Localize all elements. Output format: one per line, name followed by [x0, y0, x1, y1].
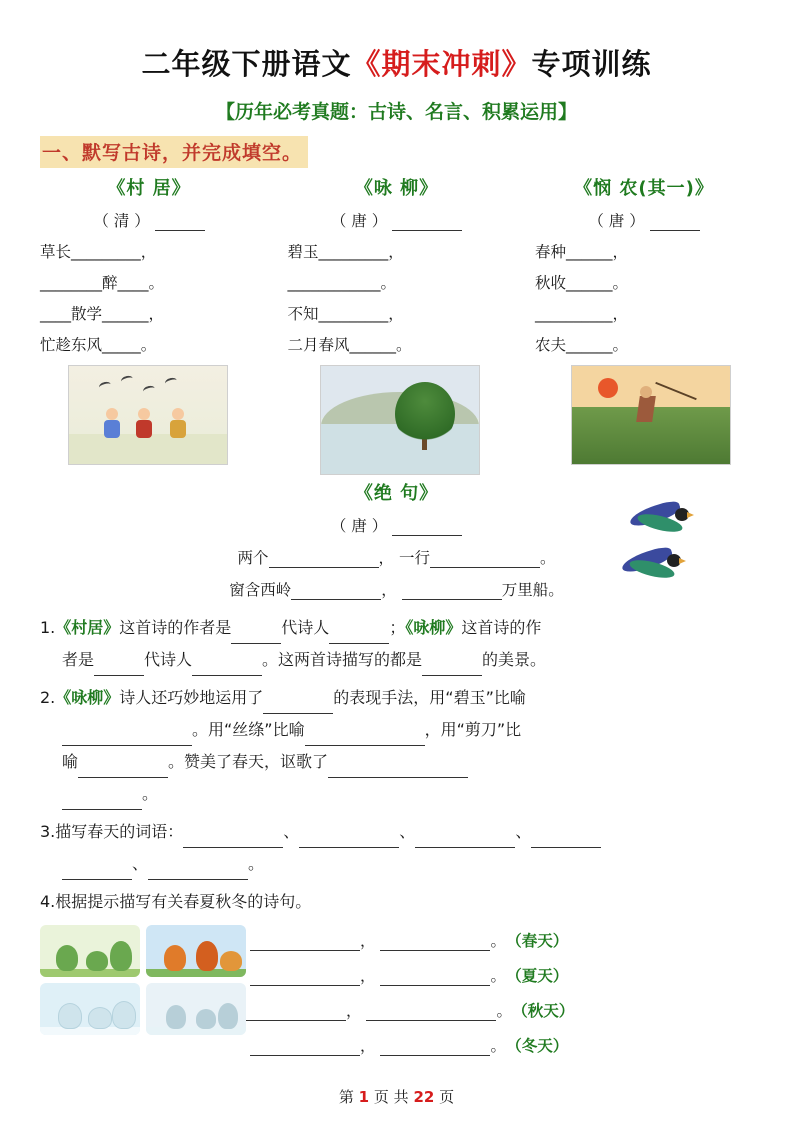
blank[interactable]	[422, 644, 482, 676]
question-2-number: 2.	[40, 688, 56, 707]
period-3: 。	[496, 1002, 512, 1020]
title-part-1: 二年级下册语文	[141, 47, 352, 81]
period-2: 。	[490, 967, 506, 985]
blank[interactable]	[402, 581, 502, 600]
comma-1: ，	[360, 932, 376, 950]
footer-mid: 页 共	[373, 1088, 409, 1106]
farmer-field-illustration	[571, 365, 731, 465]
jueju-line1-c: 。	[539, 549, 556, 567]
question-1-line-2	[40, 644, 753, 676]
magpie-icon	[629, 506, 693, 532]
question-3	[40, 816, 753, 880]
poem-line[interactable]: 草长_________，	[40, 243, 157, 261]
title-part-3: 专项训练	[531, 47, 652, 81]
poem-line[interactable]: ____散学______，	[40, 305, 165, 323]
season-line-summer[interactable]	[250, 964, 753, 986]
kite-children-illustration	[68, 365, 228, 465]
blank[interactable]	[380, 932, 490, 951]
q3-text-1: 描写春天的词语：	[55, 822, 184, 841]
poem-dynasty-text: （ 唐 ）	[330, 517, 388, 535]
child-figure	[169, 408, 187, 438]
season-line-autumn[interactable]	[216, 999, 753, 1021]
poem-dynasty	[535, 209, 753, 231]
question-2-line-4	[40, 778, 753, 810]
poem-line[interactable]: 农夫______。	[535, 336, 629, 354]
magpie-birds-illustration	[619, 500, 749, 620]
poem-line[interactable]: 二月春风______。	[287, 336, 412, 354]
bird-icon	[98, 381, 112, 392]
q1-l2c: 。这两首诗描写的都是	[262, 650, 423, 669]
bird-icon	[142, 385, 156, 396]
season-line-winter[interactable]	[250, 1034, 753, 1056]
seasons-section	[40, 925, 753, 1069]
comma-2: ，	[360, 967, 376, 985]
blank[interactable]	[299, 816, 399, 848]
footer-total-pages: 22	[413, 1088, 435, 1106]
poem-line[interactable]: ____________。	[287, 274, 397, 292]
child-figure	[103, 408, 121, 438]
jueju-line2-c: 万里船。	[501, 581, 564, 599]
blank[interactable]	[192, 644, 262, 676]
blank[interactable]	[62, 848, 132, 880]
q2-l3a: 喻	[62, 752, 79, 771]
blank[interactable]	[148, 848, 248, 880]
footer-page-number: 1	[358, 1088, 370, 1106]
blank[interactable]	[531, 816, 601, 848]
page-title	[40, 42, 753, 83]
q2-l4a: 。	[142, 784, 159, 803]
q1-text-3: ；	[389, 618, 406, 637]
section-heading-1: 一、默写古诗，并完成填空。	[40, 136, 308, 168]
page-footer	[0, 1086, 793, 1107]
blank[interactable]	[94, 644, 144, 676]
farmer-figure	[636, 396, 656, 422]
blank[interactable]	[366, 1002, 496, 1021]
poem-title: 《绝 句》	[354, 483, 439, 504]
blank[interactable]	[305, 714, 425, 746]
blank[interactable]	[291, 581, 381, 600]
poem-dynasty-text: （ 清 ）	[93, 212, 150, 230]
blank[interactable]	[250, 932, 360, 951]
q2-text-2: 的表现手法，用“碧玉”比喻	[333, 688, 526, 707]
footer-post: 页	[439, 1088, 455, 1106]
poem-line[interactable]: __________，	[535, 305, 629, 323]
poem-column-yongliu	[288, 174, 506, 355]
blank[interactable]	[380, 1037, 490, 1056]
poem-title: 《悯 农(其一)》	[574, 178, 714, 199]
blank[interactable]	[328, 746, 468, 778]
blank[interactable]	[392, 517, 462, 536]
q3-sep: 、	[132, 854, 149, 873]
comma-3: ，	[346, 1002, 362, 1020]
jueju-line2-a: 窗含西岭	[229, 581, 292, 599]
comma-4: ，	[360, 1037, 376, 1055]
summer-illustration	[146, 925, 246, 977]
question-1	[40, 612, 753, 676]
period-1: 。	[490, 932, 506, 950]
blank[interactable]	[250, 1037, 360, 1056]
season-illustrations	[40, 925, 250, 1069]
season-answer-lines	[250, 925, 753, 1069]
section-heading-wrap	[40, 124, 753, 168]
poem-dynasty	[288, 209, 506, 231]
poem-ref-cunju: 《村居》	[55, 618, 120, 637]
footer-pre: 第	[338, 1088, 354, 1106]
autumn-illustration	[146, 983, 246, 1035]
blank[interactable]	[62, 714, 192, 746]
question-list	[40, 612, 753, 917]
child-figure	[135, 408, 153, 438]
season-label-summer: （夏天）	[513, 967, 569, 985]
willow-river-illustration	[320, 365, 480, 475]
q1-l2a: 者是	[62, 650, 95, 669]
poem-line[interactable]: 碧玉_________，	[287, 243, 404, 261]
q1-text-2: 代诗人	[281, 618, 330, 637]
q3-sep: 、	[515, 822, 532, 841]
question-2-line-2	[40, 714, 753, 746]
poem-columns	[40, 174, 753, 355]
q2-l3b: 。赞美了春天，讴歌了	[168, 752, 329, 771]
poem-column-minnong	[535, 174, 753, 355]
season-label-spring: （春天）	[513, 932, 569, 950]
poem-line[interactable]: 秋收______。	[535, 274, 629, 292]
page-subtitle: 【历年必考真题：古诗、名言、积累运用】	[215, 101, 577, 123]
period-4: 。	[490, 1037, 506, 1055]
q3-end: 。	[248, 854, 265, 873]
blank[interactable]	[430, 549, 540, 568]
poem-ref-yongliu: 《咏柳》	[405, 618, 462, 637]
poem-dynasty-text: （ 唐 ）	[330, 212, 388, 230]
poem-line[interactable]: 忙趁东风_____。	[40, 336, 157, 354]
blank[interactable]	[183, 816, 283, 848]
ground-shape	[69, 434, 227, 464]
poem-ref-yongliu-2: 《咏柳》	[55, 688, 120, 707]
title-part-2: 《期末冲刺》	[351, 47, 532, 81]
blank[interactable]	[329, 612, 389, 644]
poem-dynasty	[40, 209, 258, 231]
poem-dynasty-text: （ 唐 ）	[588, 212, 645, 230]
question-1-number: 1.	[40, 618, 56, 637]
blank[interactable]	[263, 682, 333, 714]
sun-icon	[598, 378, 618, 398]
question-4-number: 4.	[40, 892, 56, 911]
season-label-autumn: （秋天）	[519, 1002, 575, 1020]
poem-title: 《村 居》	[107, 178, 191, 199]
season-label-winter: （冬天）	[513, 1037, 569, 1055]
q1-text-4: 这首诗的作	[461, 618, 542, 637]
blank[interactable]	[231, 612, 281, 644]
question-4	[40, 886, 753, 917]
blank[interactable]	[392, 212, 462, 231]
q2-l2b: ，用“剪刀”比	[424, 720, 522, 739]
question-3-number: 3.	[40, 822, 56, 841]
spring-illustration	[40, 925, 140, 977]
hoe-shape	[655, 382, 697, 400]
jueju-line2-b: ，	[381, 581, 397, 599]
q1-text-1: 这首诗的作者是	[119, 618, 232, 637]
question-2-line-3	[40, 746, 753, 778]
bird-icon	[120, 375, 134, 386]
jueju-line1-b: ， 一行	[378, 549, 430, 567]
q1-l2d: 的美景。	[482, 650, 547, 669]
poem-column-cunju	[40, 174, 258, 355]
question-3-line-2	[40, 848, 753, 880]
question-2	[40, 682, 753, 810]
winter-illustration	[40, 983, 140, 1035]
blank[interactable]	[62, 778, 142, 810]
blank[interactable]	[155, 212, 205, 231]
poem-line[interactable]: ________醉____。	[40, 274, 165, 292]
jueju-line1-a: 两个	[237, 549, 269, 567]
poem-title: 《咏 柳》	[354, 178, 439, 199]
blank[interactable]	[415, 816, 515, 848]
q1-l2b: 代诗人	[144, 650, 193, 669]
willow-tree-shape	[395, 382, 455, 446]
blank[interactable]	[269, 549, 379, 568]
poem-line[interactable]: 不知_________，	[287, 305, 404, 323]
poem-line[interactable]: 春种______，	[535, 243, 629, 261]
blank[interactable]	[650, 212, 700, 231]
q3-sep: 、	[283, 822, 300, 841]
season-line-spring[interactable]	[250, 929, 753, 951]
q2-text-1: 诗人还巧妙地运用了	[119, 688, 264, 707]
blank[interactable]	[78, 746, 168, 778]
magpie-icon	[621, 552, 685, 578]
q4-text-1: 根据提示描写有关春夏秋冬的诗句。	[55, 892, 312, 911]
farmer-head-shape	[640, 386, 652, 398]
q2-l2a: 。用“丝绦”比喻	[192, 720, 305, 739]
blank[interactable]	[380, 967, 490, 986]
q3-sep: 、	[399, 822, 416, 841]
bird-icon	[164, 377, 178, 388]
blank[interactable]	[250, 967, 360, 986]
illustration-row	[40, 365, 753, 475]
